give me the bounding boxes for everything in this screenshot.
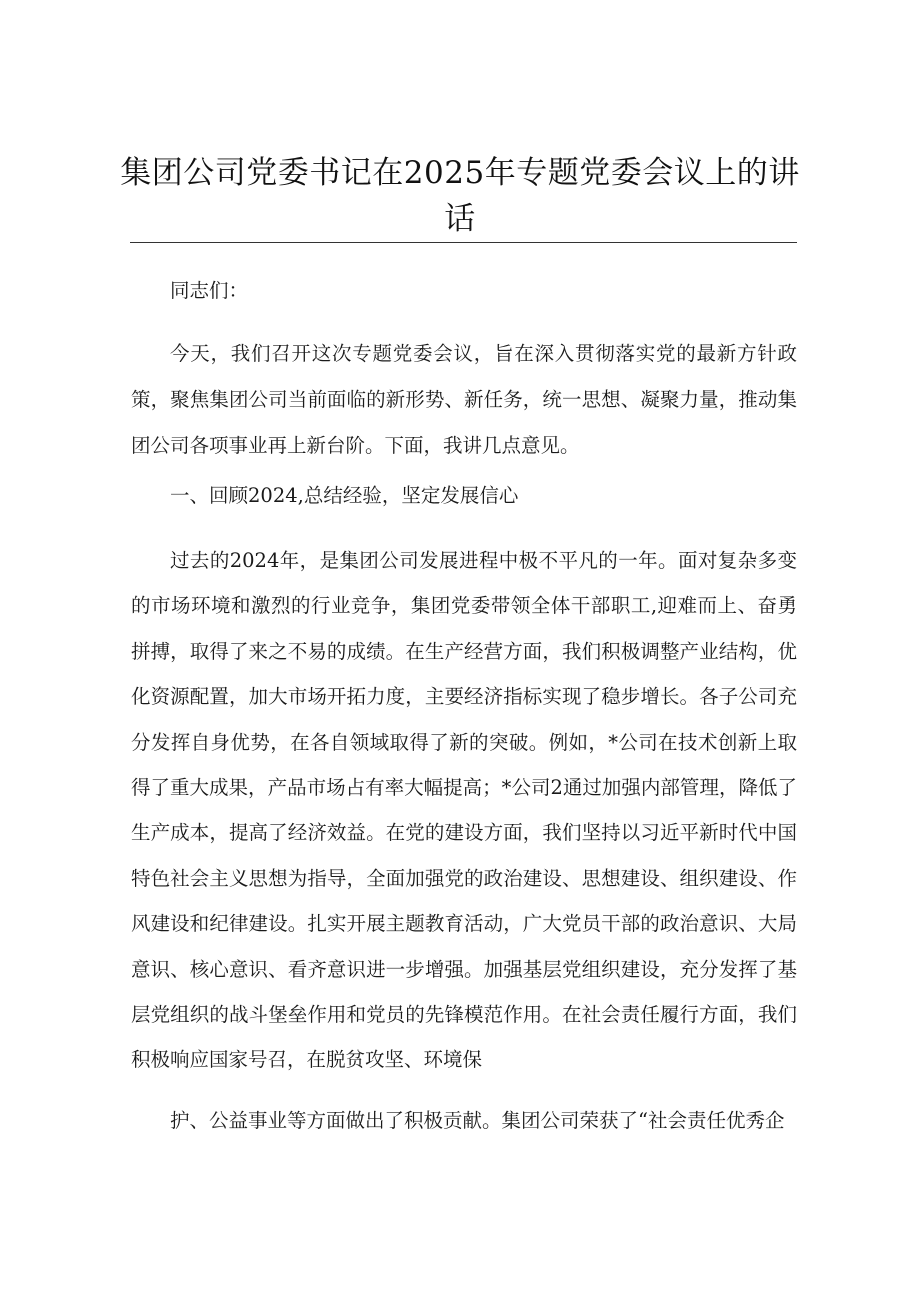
salutation: 同志们：	[170, 279, 249, 302]
body-paragraph-continued: 护、公益事业等方面做出了积极贡献。集团公司荣获了“社会责任优秀企	[170, 1109, 785, 1132]
document-title: 集团公司党委书记在2025年专题党委会议上的讲话	[120, 155, 800, 237]
section-heading-1: 一、回顾2024,总结经验，坚定发展信心	[170, 484, 519, 507]
title-underline	[130, 242, 797, 243]
body-paragraph: 过去的2024年，是集团公司发展进程中极不平凡的一年。面对复杂多变的市场环境和激烈的行业竞争，集团党委带领全体干部职工,迎难而上、奋勇拼搏，取得了来之不易的成绩。在生产经营方面，我们积极调整产业结构，优化资源配置，加大市场开拓力度，主要经济指标实现了稳步增长。各子公司充分发挥自身优势，在各自领域取得了新的突破。例如，*公司在技术创新上取得了重大成果，产品市场占有率大幅提高；*公司2通过加强内部管理，降低了生产成本，提高了经济效益。在党的建设方面，我们坚持以习近平新时代中国特色社会主义思想为指导，全面加强党的政治建设、思想建设、组织建设、作风建设和纪律建设。扎实开展主题教育活动，广大党员干部的政治意识、大局意识、核心意识、看齐意识进一步增强。加强基层党组织建设，充分发挥了基层党组织的战斗堡垒作用和党员的先锋模范作用。在社会责任履行方面，我们积极响应国家号召，在脱贫攻坚、环境保	[131, 549, 797, 1072]
opening-paragraph: 今天，我们召开这次专题党委会议，旨在深入贯彻落实党的最新方针政策，聚焦集团公司当前面临的新形势、新任务，统一思想、凝聚力量，推动集团公司各项事业再上新台阶。下面，我讲几点意见。	[131, 342, 797, 457]
